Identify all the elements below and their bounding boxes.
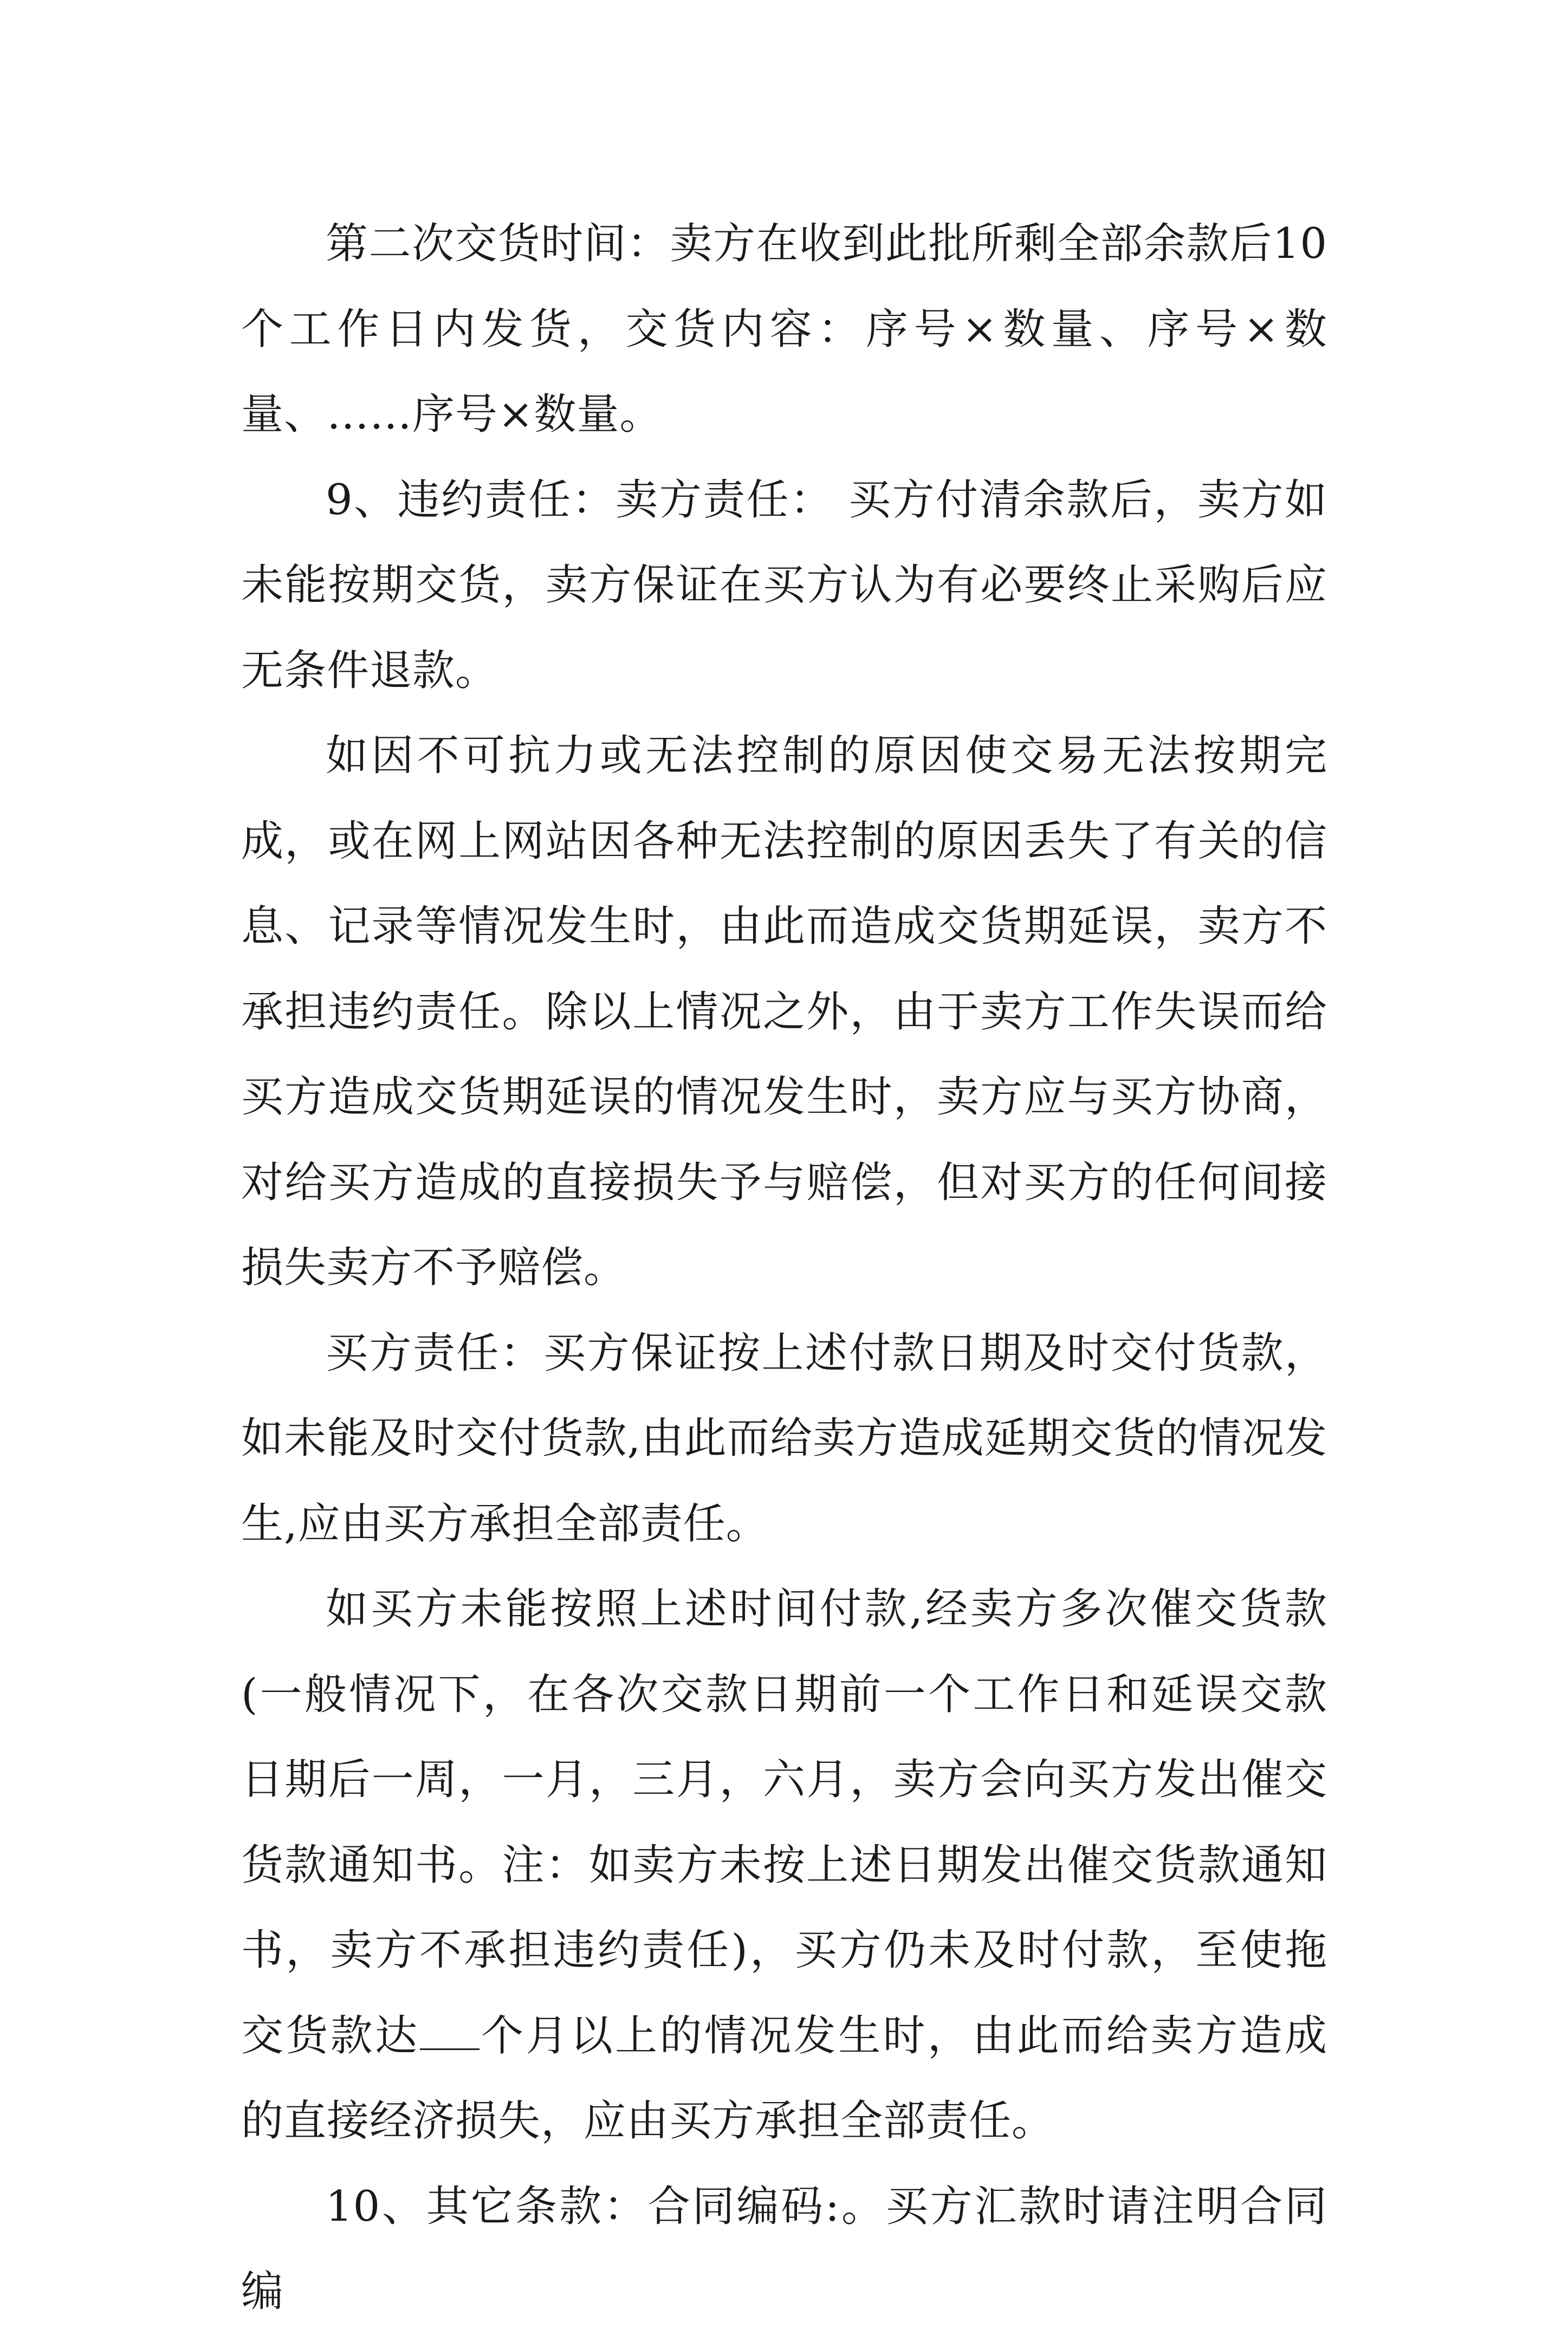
late-payment-text-after: 个月以上的情况发生时，由此而给卖方造成的直接经济损失，应由买方承担全部责任。 xyxy=(241,2011,1327,2145)
paragraph-buyer-responsibility: 买方责任：买方保证按上述付款日期及时交付货款，如未能及时交付货款,由此而给卖方造成延期交货的情况发生,应由买方承担全部责任。 xyxy=(241,1328,1327,1548)
paragraph-clause-10: 10、其它条款：合同编码:。买方汇款时请注明合同编 xyxy=(241,2182,1327,2316)
paragraph-clause-9: 9、违约责任：卖方责任： 买方付清余款后，卖方如未能按期交货，卖方保证在买方认为有必要终止采购后应无条件退款。 xyxy=(241,475,1327,695)
fill-in-blank xyxy=(420,2016,480,2050)
paragraph-second-delivery: 第二次交货时间：卖方在收到此批所剩全部余款后10个工作日内发货，交货内容：序号×数量、序号×数量、……序号×数量。 xyxy=(241,219,1327,439)
document-body xyxy=(241,202,1327,2335)
paragraph-late-payment xyxy=(241,1567,1327,2164)
paragraph-force-majeure: 如因不可抗力或无法控制的原因使交易无法按期完成，或在网上网站因各种无法控制的原因丢失了有关的信息、记录等情况发生时，由此而造成交货期延误，卖方不承担违约责任。除以上情况之外，由于卖方工作失误而给买方造成交货期延误的情况发生时，卖方应与买方协商，对给买方造成的直接损失予与赔偿，但对买方的任何间接损失卖方不予赔偿。 xyxy=(241,731,1327,1292)
late-payment-text-before: 如买方未能按照上述时间付款,经卖方多次催交货款(一般情况下，在各次交款日期前一个工作日和延误交款日期后一周，一月，三月，六月，卖方会向买方发出催交货款通知书。注：如卖方未按上述日期发出催交货款通知书，卖方不承担违约责任)，买方仍未及时付款，至使拖交货款达 xyxy=(241,1585,1327,2060)
